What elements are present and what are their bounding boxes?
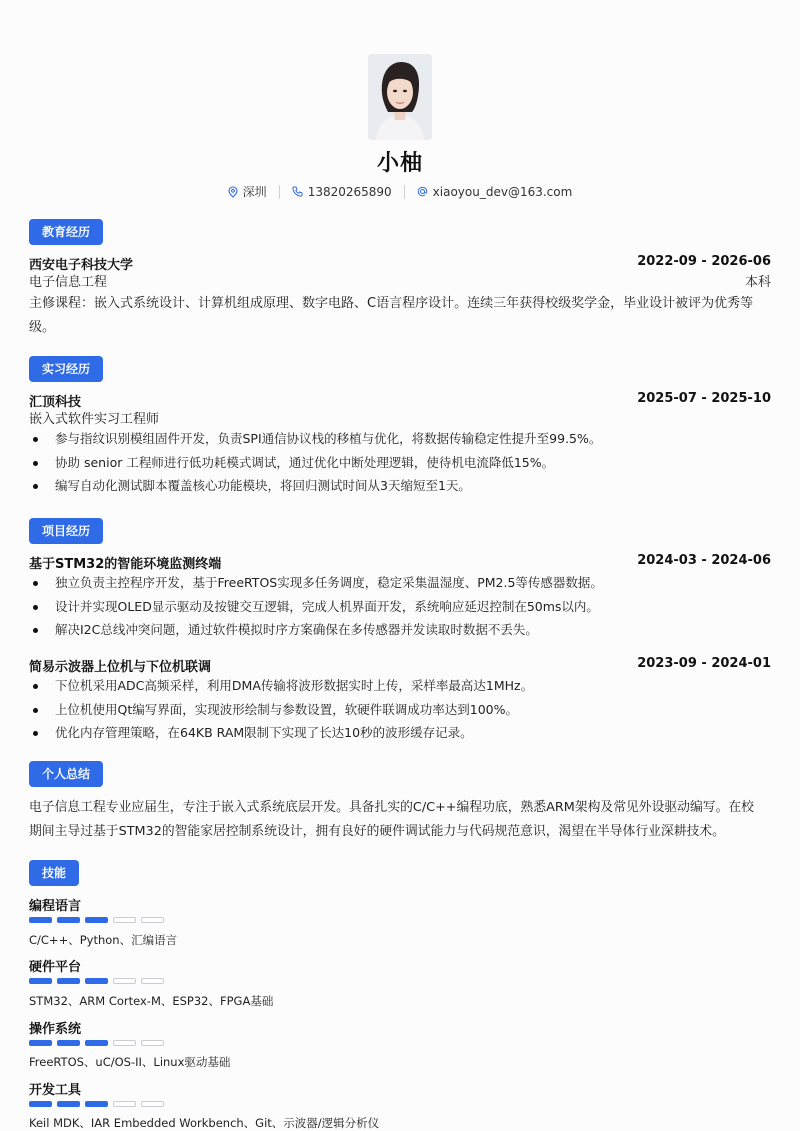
skill-bar-empty [113,978,136,984]
skill-bar-filled [85,917,108,923]
degree: 本科 [744,275,771,290]
job-title: 嵌入式软件实习工程师 [29,412,160,427]
contact-location-text: 深圳 [242,185,267,199]
project-title: 基于STM32的智能环境监测终端 [29,557,222,572]
list-item: 下位机采用ADC高频采样，利用DMA传输将波形数据实时上传，采样率最高达1MHz。 [29,674,771,698]
skill-description: Keil MDK、IAR Embedded Workbench、Git、示波器/逻辑分析仪 [29,1116,380,1130]
education-description-line: 主修课程：嵌入式系统设计、计算机组成原理、数字电路、C语言程序设计。连续三年获得校级奖学金，毕业设计被评为优秀等 [29,296,754,311]
skill-bar-filled [57,978,80,984]
list-item: 编写自动化测试脚本覆盖核心功能模块，将回归测试时间从3天缩短至1天。 [29,474,771,498]
list-item: 独立负责主控程序开发，基于FreeRTOS实现多任务调度，稳定采集温湿度、PM2.5等传感器数据。 [29,571,771,595]
summary-line: 期间主导过基于STM32的智能家居控制系统设计，拥有良好的硬件调试能力与代码规范意识，渴望在半导体行业深耕技术。 [29,824,725,839]
skill-bar-filled [57,1040,80,1046]
at-email-icon [417,186,428,197]
project-dates: 2023-09 - 2024-01 [637,656,771,671]
skill-bar-filled [29,1040,52,1046]
education-description [29,292,769,340]
skill-bar-filled [57,917,80,923]
skill-description: FreeRTOS、uC/OS-II、Linux驱动基础 [29,1055,231,1069]
section-heading-projects: 项目经历 [29,518,103,544]
skill-bar-filled [29,917,52,923]
contact-phone[interactable] [280,185,404,199]
section-heading-education: 教育经历 [29,219,103,245]
summary-line: 电子信息工程专业应届生，专注于嵌入式系统底层开发。具备扎实的C/C++编程功底，熟悉ARM架构及常见外设驱动编写。在校 [29,800,754,815]
internship-bullets [29,427,771,498]
skill-name: 编程语言 [29,899,82,914]
skill-level-bars [29,978,164,984]
section-heading-internship: 实习经历 [29,356,103,382]
skill-bar-filled [85,1040,108,1046]
skill-name: 硬件平台 [29,960,82,975]
contact-row [0,183,800,200]
skill-level-bars [29,917,164,923]
skill-bar-empty [141,1040,164,1046]
list-item: 参与指纹识别模组固件开发，负责SPI通信协议栈的移植与优化，将数据传输稳定性提升至99.5%。 [29,427,771,451]
section-heading-summary: 个人总结 [29,761,103,787]
skill-bar-empty [113,1101,136,1107]
internship-dates: 2025-07 - 2025-10 [637,391,771,406]
skill-bar-empty [113,1040,136,1046]
skill-bar-filled [85,978,108,984]
company-name: 汇顶科技 [29,395,82,410]
summary-text [29,796,769,844]
project-bullets [29,674,771,745]
skill-bar-filled [29,978,52,984]
skill-bar-filled [57,1101,80,1107]
skill-description: STM32、ARM Cortex-M、ESP32、FPGA基础 [29,994,274,1008]
contact-email-text: xiaoyou_dev@163.com [432,184,573,199]
education-dates: 2022-09 - 2026-06 [637,254,771,269]
contact-phone-text: 13820265890 [307,184,392,199]
skill-name: 开发工具 [29,1083,82,1098]
contact-email[interactable] [405,185,585,199]
phone-icon [292,186,303,197]
candidate-name: 小柚 [376,151,423,176]
skill-bar-empty [141,978,164,984]
list-item: 协助 senior 工程师进行低功耗模式调试，通过优化中断处理逻辑，使待机电流降低15%。 [29,451,771,475]
skill-bar-empty [113,917,136,923]
project-bullets [29,571,771,642]
project-title: 简易示波器上位机与下位机联调 [29,660,212,675]
skill-name: 操作系统 [29,1022,82,1037]
location-pin-icon [228,186,238,198]
skill-bar-empty [141,917,164,923]
skill-description: C/C++、Python、汇编语言 [29,933,178,947]
project-dates: 2024-03 - 2024-06 [637,553,771,568]
skill-bar-filled [85,1101,108,1107]
avatar [368,54,432,140]
list-item: 优化内存管理策略，在64KB RAM限制下实现了长达10秒的波形缓存记录。 [29,721,771,745]
education-description-line: 级。 [29,320,56,335]
section-heading-skills: 技能 [29,860,79,886]
avatar-photo [368,54,432,140]
skill-bar-filled [29,1101,52,1107]
list-item: 解决I2C总线冲突问题，通过软件模拟时序方案确保在多传感器并发读取时数据不丢失。 [29,618,771,642]
major: 电子信息工程 [29,275,108,290]
skill-level-bars [29,1101,164,1107]
contact-location [216,183,279,200]
list-item: 上位机使用Qt编写界面，实现波形绘制与参数设置，软硬件联调成功率达到100%。 [29,698,771,722]
skill-bar-empty [141,1101,164,1107]
list-item: 设计并实现OLED显示驱动及按键交互逻辑，完成人机界面开发，系统响应延迟控制在50ms以内。 [29,595,771,619]
skill-level-bars [29,1040,164,1046]
school-name: 西安电子科技大学 [29,258,134,273]
